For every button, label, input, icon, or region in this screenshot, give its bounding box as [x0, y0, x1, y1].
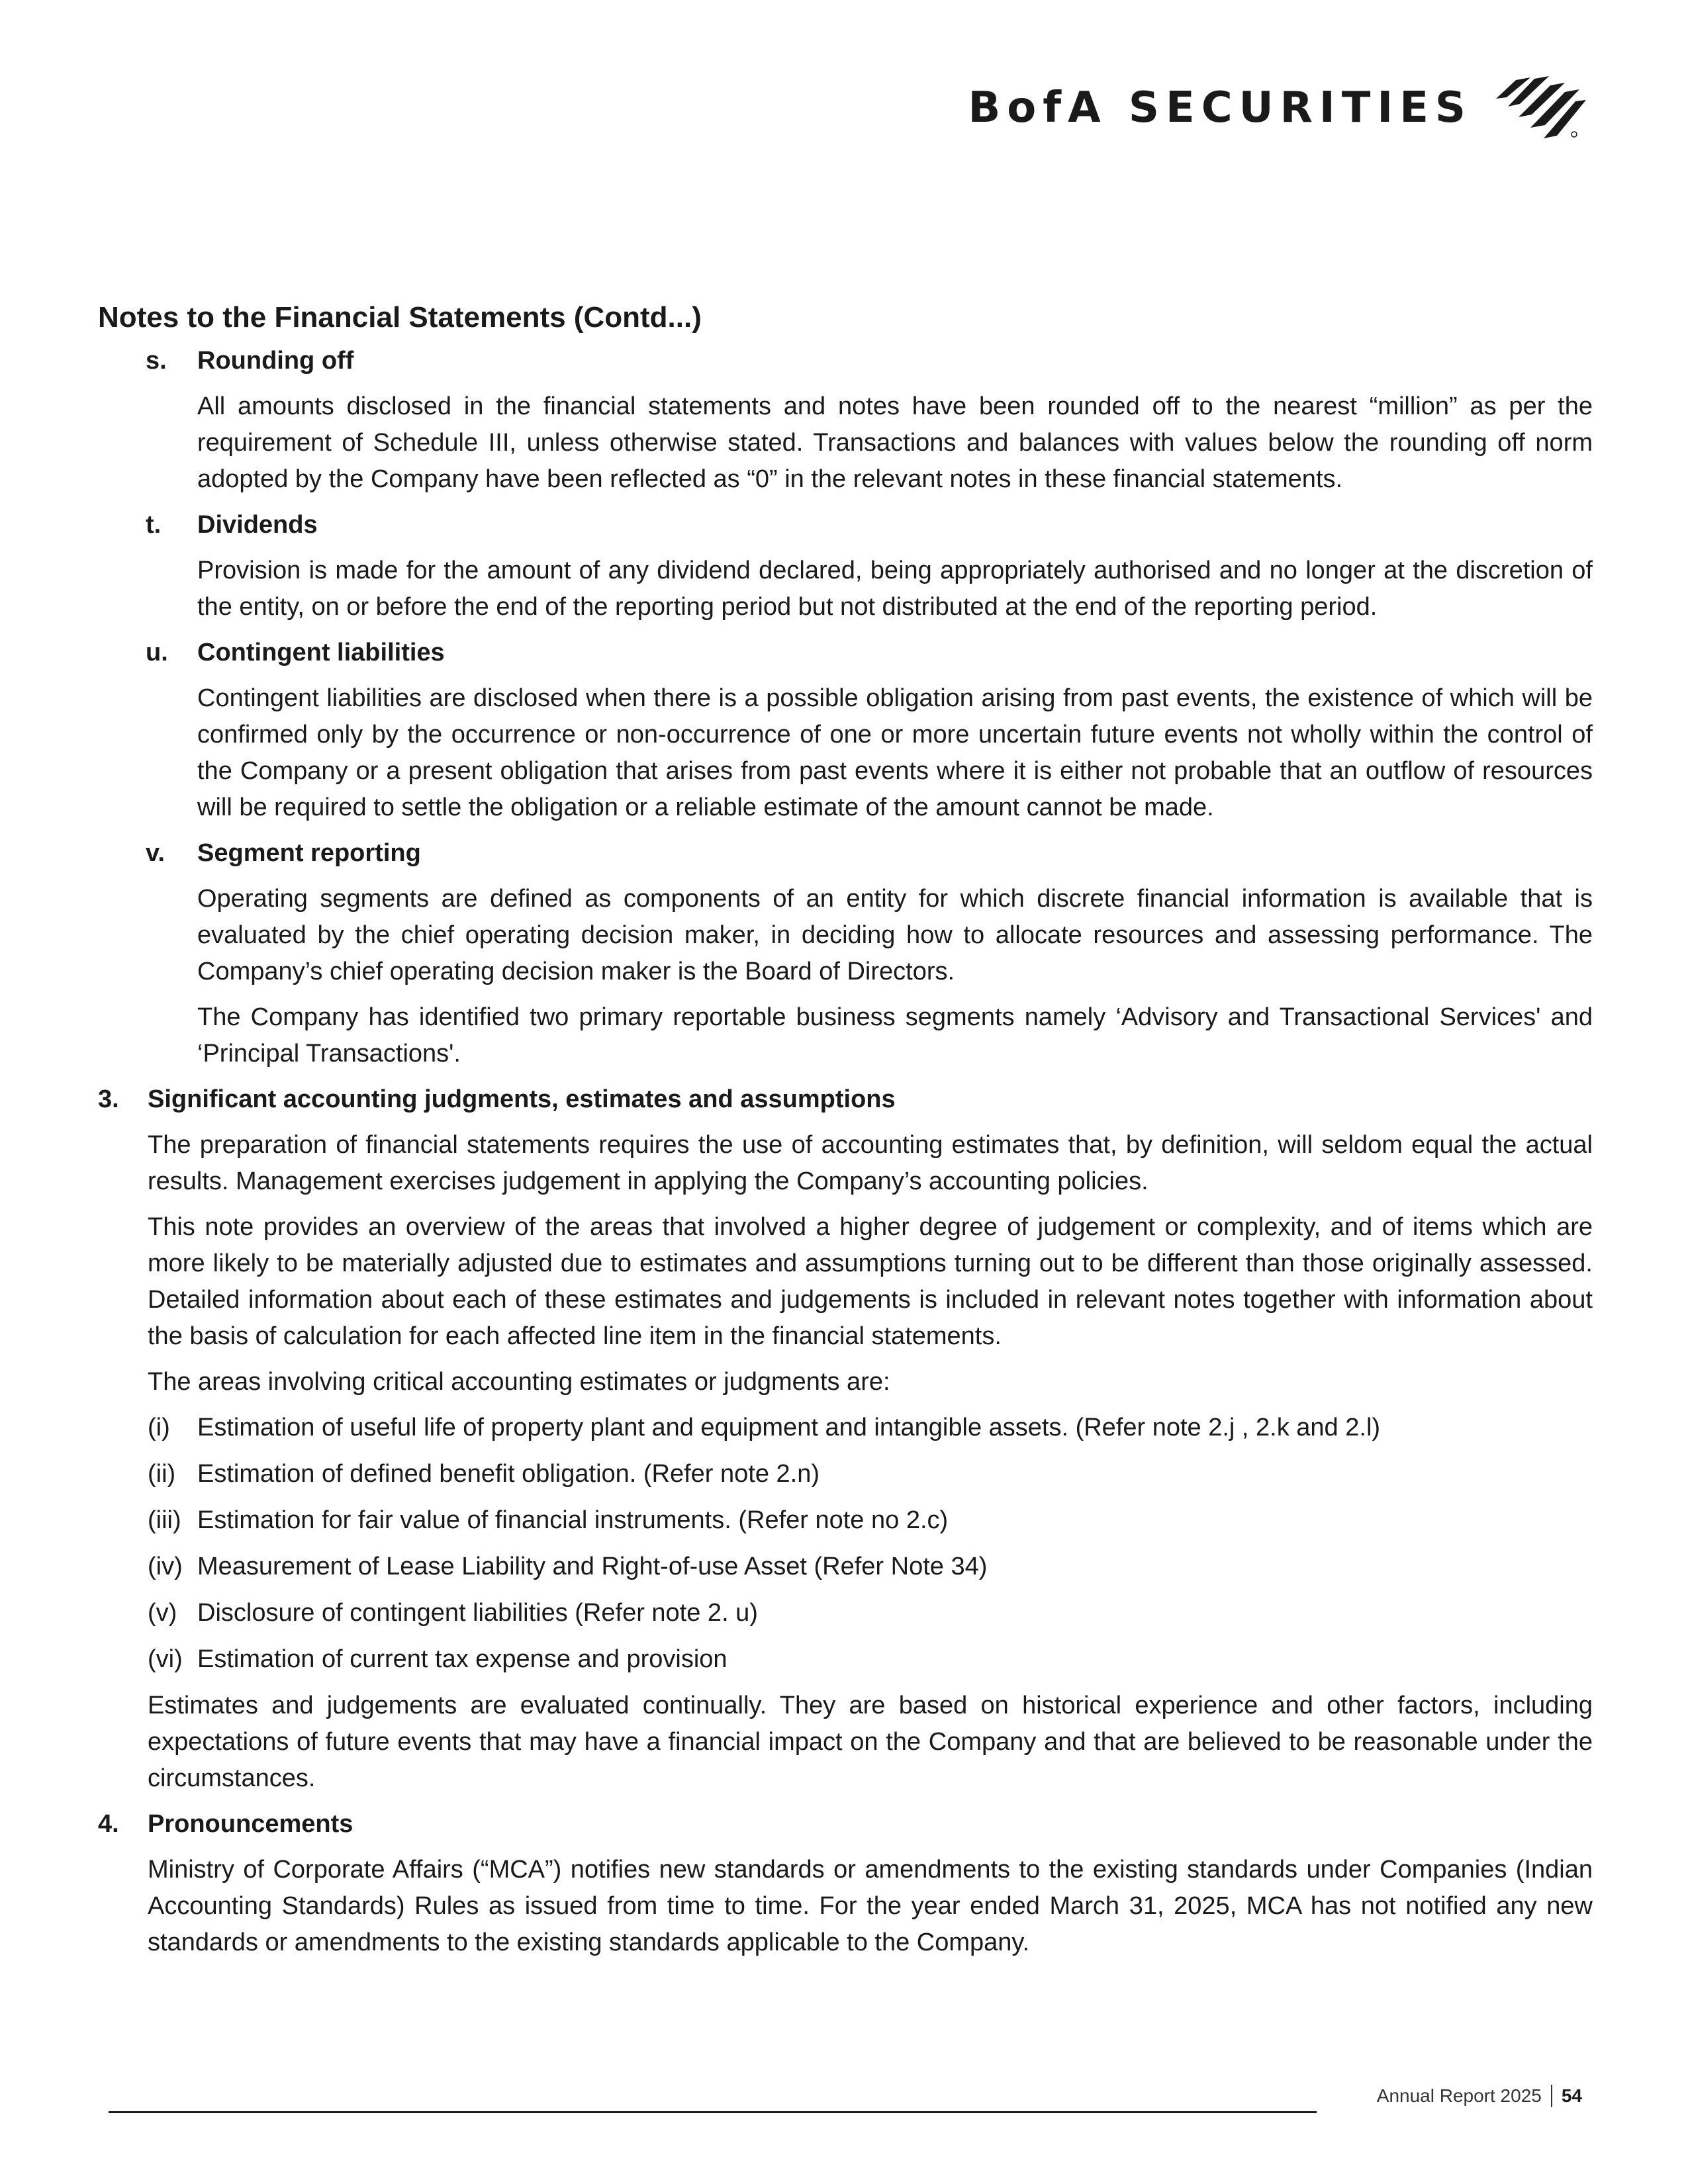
item-marker: u. [146, 639, 168, 666]
list-text: Estimation for fair value of financial instruments. (Refer note no 2.c) [197, 1506, 949, 1534]
list-marker: (iv) [148, 1553, 183, 1580]
list-marker: (i) [148, 1414, 170, 1441]
paragraph: The Company has identified two primary reportable business segments namely ‘Advisory and Transactional Services' and ‘Principal Transactions'. [197, 1003, 1593, 1068]
list-item [148, 1595, 1593, 1631]
footer-divider [1551, 2085, 1552, 2107]
list-item [148, 1549, 1593, 1585]
paragraph: The preparation of financial statements requires the use of accounting estimates that, by definition, will seldom equal the actual results. Management exercises judgement in applying the Company’s accounting policies. [148, 1131, 1593, 1195]
item-heading: Rounding off [197, 347, 354, 375]
note-3-judgments [98, 1081, 1593, 1797]
item-marker: t. [146, 511, 162, 539]
page-footer [1377, 2085, 1582, 2107]
list-marker: (iii) [148, 1506, 181, 1534]
list-item [148, 1641, 1593, 1678]
paragraph: All amounts disclosed in the financial statements and notes have been rounded off to the nearest “million” as per the requirement of Schedule III, unless otherwise stated. Transactions and balances with values below the rounding off norm adopted by the Company have been reflected as “0” in the relevant notes in these financial statements. [197, 392, 1593, 493]
note-item-segment-reporting [98, 835, 1593, 1072]
list-text: Estimation of useful life of property plant and equipment and intangible assets. (Refer note 2.j , 2.k and 2.l) [197, 1414, 1381, 1441]
paragraph: This note provides an overview of the areas that involved a higher degree of judgement or complexity, and of items which are more likely to be materially adjusted due to estimates and assumptions turning out to be different than those originally assessed. Detailed information about each of these estimates and judgements is included in relevant notes together with information about the basis of calculation for each affected line item in the financial statements. [148, 1213, 1593, 1350]
list-text: Estimation of current tax expense and provision [197, 1645, 727, 1673]
paragraph: Ministry of Corporate Affairs (“MCA”) notifies new standards or amendments to the existing standards under Companies (Indian Accounting Standards) Rules as issued from time to time. For the year ended March 31, 2025, MCA has not notified any new standards or amendments to the existing standards applicable to the Company. [148, 1856, 1593, 1956]
paragraph: The areas involving critical accounting estimates or judgments are: [148, 1368, 890, 1396]
list-text: Disclosure of contingent liabilities (Refer note 2. u) [197, 1599, 758, 1627]
bofa-securities-logo [968, 71, 1587, 144]
note-item-dividends [98, 507, 1593, 625]
footer-rule [109, 2111, 1317, 2113]
list-item [148, 1456, 1593, 1492]
note-item-contingent-liabilities [98, 635, 1593, 826]
paragraph: Estimates and judgements are evaluated continually. They are based on historical experience and other factors, including expectations of future events that may have a financial impact on the Company and that are believed to be reasonable under the circumstances. [148, 1692, 1593, 1792]
item-heading: Pronouncements [148, 1810, 353, 1838]
list-text: Measurement of Lease Liability and Right-of-use Asset (Refer Note 34) [197, 1553, 988, 1580]
item-heading: Contingent liabilities [197, 639, 445, 666]
list-marker: (vi) [148, 1645, 183, 1673]
note-item-rounding-off [98, 343, 1593, 498]
item-marker: s. [146, 347, 167, 375]
page-number: 54 [1561, 2085, 1582, 2106]
item-marker: v. [146, 839, 165, 867]
note-4-pronouncements [98, 1806, 1593, 1961]
item-heading: Segment reporting [197, 839, 421, 867]
list-text: Estimation of defined benefit obligation. (Refer note 2.n) [197, 1460, 820, 1488]
item-heading: Significant accounting judgments, estimates and assumptions [148, 1085, 896, 1113]
section-title: Notes to the Financial Statements (Contd...) [98, 301, 702, 334]
item-marker: 4. [98, 1810, 119, 1838]
list-item [148, 1410, 1593, 1446]
paragraph: Operating segments are defined as components of an entity for which discrete financial information is available that is evaluated by the chief operating decision maker, in deciding how to allocate resources and assessing performance. The Company’s chief operating decision maker is the Board of Directors. [197, 885, 1593, 985]
estimates-list [148, 1410, 1593, 1678]
notes-content [98, 298, 1593, 1970]
list-item [148, 1502, 1593, 1539]
item-heading: Dividends [197, 511, 318, 539]
paragraph: Contingent liabilities are disclosed when there is a possible obligation arising from past events, the existence of which will be confirmed only by the occurrence or non-occurrence of one or more uncertain future events not wholly within the control of the Company or a present obligation that arises from past events where it is either not probable that an outflow of resources will be required to settle the obligation or a reliable estimate of the amount cannot be made. [197, 684, 1593, 821]
paragraph: Provision is made for the amount of any dividend declared, being appropriately authorised and no longer at the discretion of the entity, on or before the end of the reporting period but not distributed at the end of the reporting period. [197, 557, 1593, 621]
item-marker: 3. [98, 1085, 119, 1113]
report-label: Annual Report 2025 [1376, 2085, 1542, 2106]
bofa-flag-icon [1481, 75, 1587, 141]
list-marker: (ii) [148, 1460, 176, 1488]
list-marker: (v) [148, 1599, 177, 1627]
logo-text: BofA SECURITIES [968, 83, 1472, 132]
